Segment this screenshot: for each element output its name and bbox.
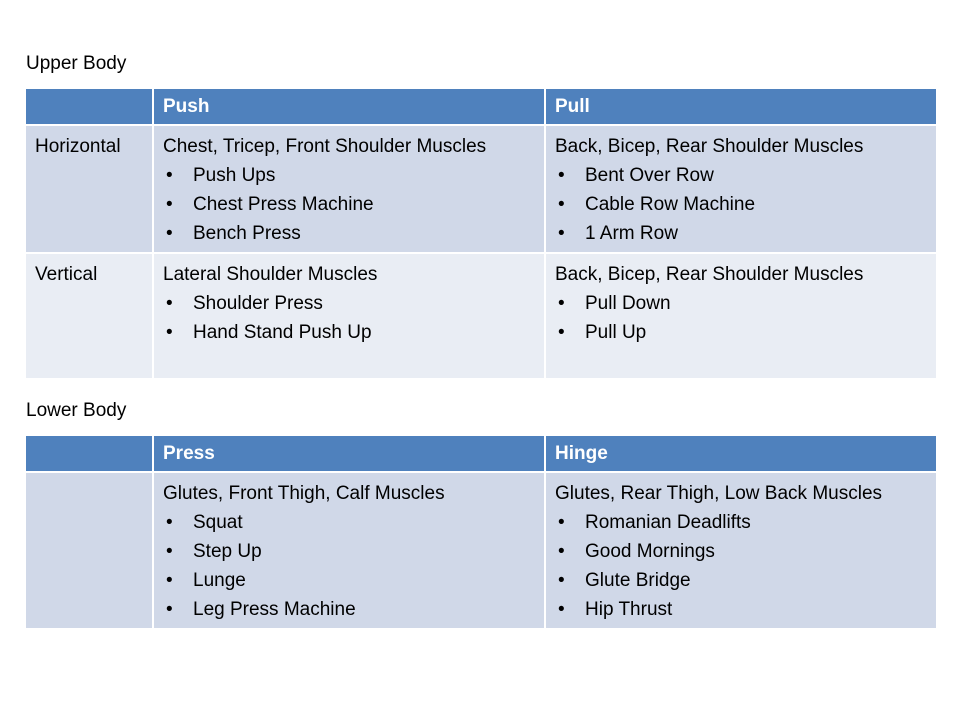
- lower-header-hinge: Hinge: [545, 435, 937, 472]
- hinge-cell: [545, 472, 937, 629]
- list-item: • Lunge: [163, 566, 536, 595]
- upper-row-horizontal: [25, 125, 937, 253]
- upper-header-push: Push: [153, 88, 545, 125]
- press-heading: Glutes, Front Thigh, Calf Muscles: [163, 483, 445, 504]
- list-item: • Cable Row Machine: [555, 190, 928, 219]
- vertical-pull-heading: Back, Bicep, Rear Shoulder Muscles: [555, 264, 864, 285]
- list-item: • Step Up: [163, 537, 536, 566]
- list-item: • Pull Up: [555, 318, 928, 347]
- list-item: • Hip Thrust: [555, 595, 928, 624]
- list-item: • Leg Press Machine: [163, 595, 536, 624]
- list-item: • 1 Arm Row: [555, 219, 928, 248]
- list-item: • Chest Press Machine: [163, 190, 536, 219]
- list-item: • Shoulder Press: [163, 289, 536, 318]
- list-item: • Romanian Deadlifts: [555, 508, 928, 537]
- press-list: [163, 508, 536, 624]
- list-item: • Pull Down: [555, 289, 928, 318]
- vertical-push-heading: Lateral Shoulder Muscles: [163, 264, 378, 285]
- upper-body-title: Upper Body: [26, 53, 127, 74]
- list-item: • Good Mornings: [555, 537, 928, 566]
- horizontal-pull-cell: [545, 125, 937, 253]
- lower-body-title: Lower Body: [26, 400, 127, 421]
- lower-row-label: [25, 472, 153, 629]
- vertical-push-cell: [153, 253, 545, 379]
- list-item: • Bench Press: [163, 219, 536, 248]
- horizontal-push-heading: Chest, Tricep, Front Shoulder Muscles: [163, 136, 487, 157]
- hinge-list: [555, 508, 928, 624]
- upper-header-pull: Pull: [545, 88, 937, 125]
- vertical-pull-cell: [545, 253, 937, 379]
- horizontal-pull-heading: Back, Bicep, Rear Shoulder Muscles: [555, 136, 864, 157]
- upper-row-vertical: [25, 253, 937, 379]
- press-cell: [153, 472, 545, 629]
- list-item: • Hand Stand Push Up: [163, 318, 536, 347]
- lower-body-table: [24, 434, 938, 630]
- upper-header-row: [25, 88, 937, 125]
- list-item: • Push Ups: [163, 161, 536, 190]
- vertical-pull-list: [555, 289, 928, 347]
- list-item: • Squat: [163, 508, 536, 537]
- row-label-horizontal: Horizontal: [25, 125, 153, 253]
- upper-header-corner: [25, 88, 153, 125]
- hinge-heading: Glutes, Rear Thigh, Low Back Muscles: [555, 483, 883, 504]
- lower-header-row: [25, 435, 937, 472]
- horizontal-pull-list: [555, 161, 928, 248]
- list-item: • Bent Over Row: [555, 161, 928, 190]
- lower-header-corner: [25, 435, 153, 472]
- row-label-vertical: Vertical: [25, 253, 153, 379]
- vertical-push-list: [163, 289, 536, 347]
- horizontal-push-cell: [153, 125, 545, 253]
- upper-body-table: [24, 87, 938, 380]
- lower-header-press: Press: [153, 435, 545, 472]
- list-item: • Glute Bridge: [555, 566, 928, 595]
- horizontal-push-list: [163, 161, 536, 248]
- lower-row: [25, 472, 937, 629]
